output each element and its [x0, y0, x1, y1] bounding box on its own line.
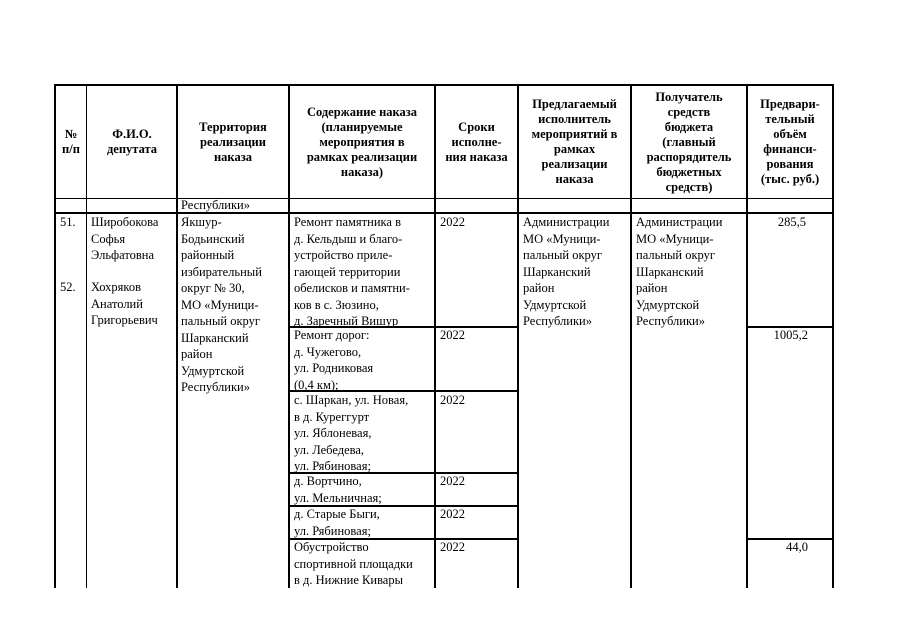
row-number-51: 51. — [60, 215, 76, 229]
row-number-52: 52. — [60, 280, 76, 294]
content-item-1: Ремонт памятника в д. Кельдыш и благо- устройство приле- гающей территории обелисков и памятни- ков в с. Зюзино, д. Заречный Вишур — [294, 215, 410, 328]
header-financing: Предвари- тельный объём финанси- рования (тыс. руб.) — [760, 97, 820, 186]
term-item-2: 2022 — [440, 328, 465, 342]
header-territory: Территория реализации наказа — [199, 119, 267, 164]
content-item-3: с. Шаркан, ул. Новая, в д. Куреггурт ул. Яблоневая, ул. Лебедева, ул. Рябиновая; — [294, 393, 409, 473]
content-item-2: Ремонт дорог: д. Чужегово, ул. Родниковая (0,4 км); — [294, 328, 374, 392]
content-item-5: д. Старые Быги, ул. Рябиновая; — [294, 507, 380, 538]
territory-text: Якшур- Бодьинский районный избирательный округ № 30, МО «Муници- пальный округ Шарканский район Удмуртской Республики» — [181, 215, 262, 394]
header-content: Содержание наказа (планируемые мероприятия в рамках реализации наказа) — [306, 104, 418, 179]
deputy-name-1: Широбокова Софья Эльфатовна — [91, 215, 159, 262]
continuation-territory: Республики» — [181, 198, 250, 212]
amount-item-2: 1005,2 — [773, 328, 808, 342]
content-item-6: Обустройство спортивной площадки в д. Нижние Кивары — [294, 540, 413, 587]
deputy-name-2: Хохряков Анатолий Григорьевич — [91, 280, 158, 327]
header-recipient: Получатель средств бюджета (главный распорядитель бюджетных средств) — [646, 89, 732, 194]
amount-item-1: 285,5 — [777, 215, 806, 229]
header-num: № п/п — [62, 127, 80, 156]
term-item-4: 2022 — [440, 474, 465, 488]
header-terms: Сроки исполне- ния наказа — [445, 119, 508, 164]
content-item-4: д. Вортчино, ул. Мельничная; — [294, 474, 382, 505]
term-item-6: 2022 — [440, 540, 465, 554]
term-item-5: 2022 — [440, 507, 465, 521]
header-bottom-border — [54, 198, 833, 199]
recipient-text: Администрации МО «Муници- пальный округ Шарканский район Удмуртской Республики» — [636, 215, 723, 328]
executor-text: Администрации МО «Муници- пальный округ Шарканский район Удмуртской Республики» — [523, 215, 610, 328]
term-item-1: 2022 — [440, 215, 465, 229]
header-fio: Ф.И.О. депутата — [106, 127, 158, 156]
amount-item-6: 44,0 — [786, 540, 808, 554]
term-item-3: 2022 — [440, 393, 465, 407]
header-executor: Предлагаемый исполнитель мероприятий в рамках реализации наказа — [531, 97, 618, 186]
